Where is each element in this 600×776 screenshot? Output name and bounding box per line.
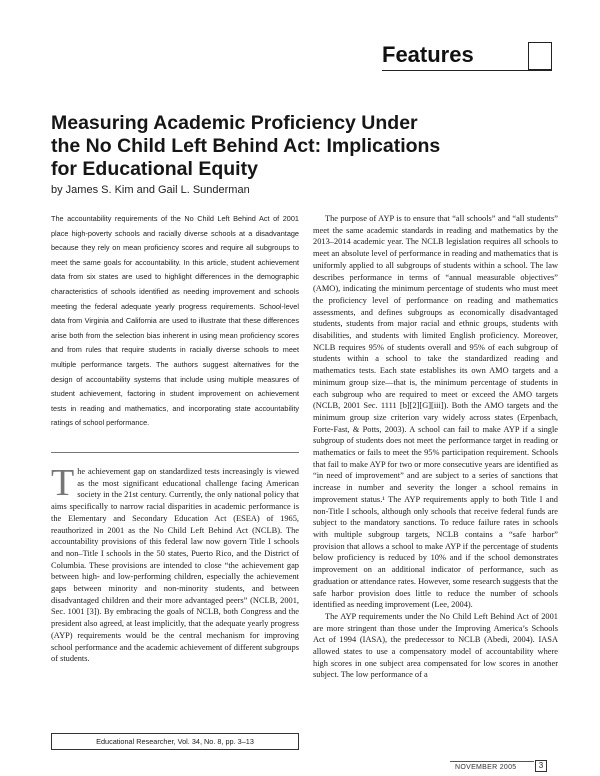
article-title: Measuring Academic Proficiency Under the No Child Left Behind Act: Implications for Educational Equity	[51, 112, 441, 180]
page-number: 3	[535, 760, 547, 772]
drop-cap: T	[51, 462, 75, 504]
issue-date: NOVEMBER 2005	[455, 764, 517, 771]
paragraph-ayp-purpose: The purpose of AYP is to ensure that “all schools” and “all students” meet the same academic standards in reading and mathematics by the 2013–2014 academic year. The NCLB legislation requires all schools to meet an absolute level of performance in reading and mathematics that is uniformly applied to all subgroups of students within a school. The law describes performance in terms of “annual measurable objectives” (AMO), indicating the minimum percentage of students who must meet the proficiency level of performance on reading and mathematics assessments, and defines subgroups as economically disadvantaged students, students from major racial and ethnic groups, students with disabilities, and students with limited English proficiency. Moreover, NCLB requires 95% of students overall and 95% of each subgroup of students within a school to take the standardized reading and mathematics tests. Each state establishes its own AMO targets and a minimum group size—that is, the minimum percentage of students in each subgroup who are required to meet or exceed the AMO targets (NCLB, 2001 Sec. 1111 [b][2][G][iii]). Both the AMO targets and the minimum group size criterion vary widely across states (Erpenbach, Forte-Fast, & Potts, 2003). A school can fail to make AYP if a single subgroup of students does not meet the performance target in reading or mathematics or fails to meet the 95% participation requirement. Schools that fail to make AYP for two or more consecutive years are identified as “in need of improvement” and are subject to a series of sanctions that increase in number and severity the longer a school remains in improvement status.¹ The AYP requirements apply to both Title I and non-Title I schools, although only schools that receive federal funds are subject to the mandatory sanctions. To reduce failure rates in schools with multiple subgroup targets, NCLB contains a “safe harbor” provision that allows a school to make AYP if the percentage of students below proficiency is reduced by 10% and if the school demonstrates improvement on an additional indicator of performance, such as graduation or attendance rates. However, some research suggests that the safe harbor provision does little to reduce the number of schools identified as needing improvement (Lee, 2004).	[313, 214, 558, 610]
right-column-body	[313, 213, 558, 681]
abstract-divider	[51, 452, 299, 453]
intro-paragraph: he achievement gap on standardized tests increasingly is viewed as the most significant educational challenge facing American society in the 21st century. Currently, the only national policy that aims specifically to narrow racial disparities in academic performance is the Elementary and Secondary Education Act (ESEA) of 1965, reauthorized in 2001 as the No Child Left Behind Act (NCLB). The accountability provisions of this federal law now govern Title I schools and non–Title I schools in the 50 states, Puerto Rico, and the District of Columbia. These provisions are intended to close “the achievement gap between high- and low-performing children, especially the achievement gaps between minority and non-minority students, and between disadvantaged children and their more advantaged peers” (NCLB, 2001, Sec. 1001 [3]). By embracing the goals of NCLB, both Congress and the president also agreed, at least implicitly, that the adequate yearly progress (AYP) requirements would be the central mechanism for improving school performance and the academic achievement of different subgroups of students.	[51, 467, 299, 664]
section-label: Features	[382, 42, 474, 67]
abstract: The accountability requirements of the No Child Left Behind Act of 2001 place high-poverty schools and racially diverse schools at a disadvantage because they rely on mean proficiency scores and require all subgroups to meet the same goals for accountability. In this article, student achievement data from six states are used to highlight differences in the demographic characteristics of schools identified as needing improvement and schools meeting the federal adequate yearly progress requirements. School-level data from Virginia and California are used to illustrate that these differences arise both from the selection bias inherent in using mean proficiency scores and from rules that require students in racially diverse schools to meet multiple performance targets. The authors suggest alternatives for the design of accountability systems that include using multiple measures of student achievement, factoring in student improvement on achievement tests in reading and mathematics, and incorporating state accountability ratings of school performance.	[51, 214, 299, 428]
left-column-body	[51, 462, 299, 665]
citation-box: Educational Researcher, Vol. 34, No. 8, pp. 3–13	[51, 733, 299, 750]
paragraph-ayp-requirements: The AYP requirements under the No Child Left Behind Act of 2001 are more stringent than those under the Improving America’s Schools Act of 1994 (IASA), the predecessor to NCLB (Abedi, 2004). IASA allowed states to use a compensatory model of accountability where high scores in one subject area compensated for low scores in another subject. The low performance of a	[313, 611, 558, 680]
header-rule	[382, 70, 552, 71]
footer-rule	[450, 761, 534, 762]
corner-ornament	[528, 42, 552, 70]
byline: by James S. Kim and Gail L. Sunderman	[51, 184, 250, 196]
